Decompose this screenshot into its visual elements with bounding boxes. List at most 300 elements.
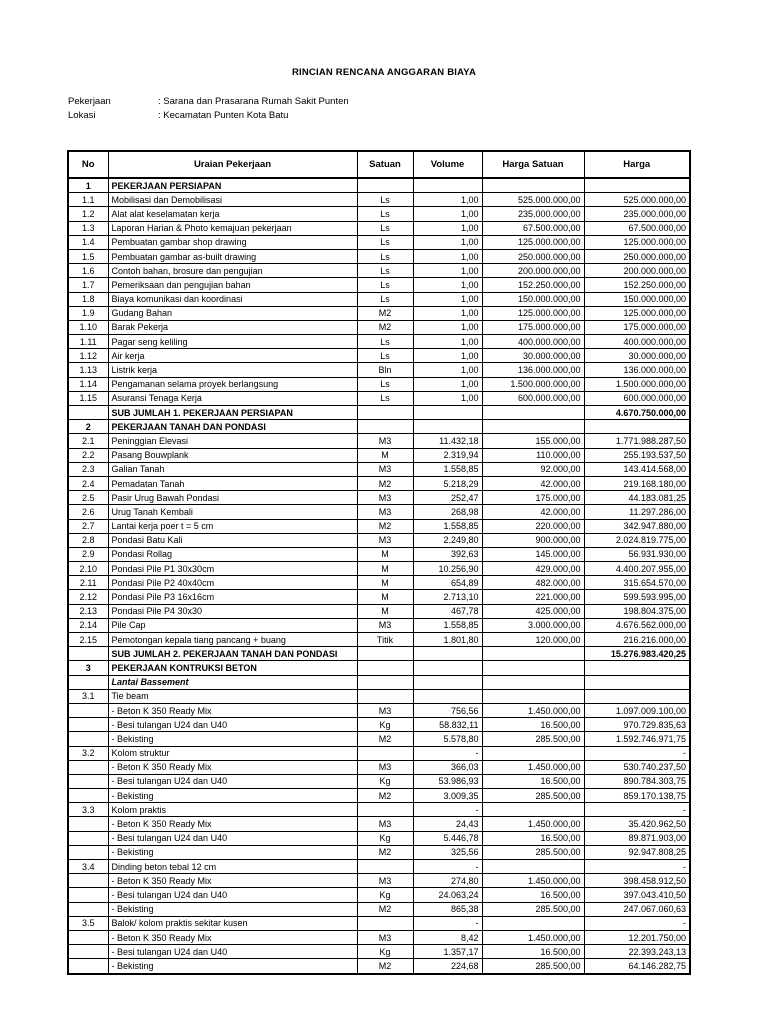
row-unit: M3 — [357, 874, 413, 888]
row-no: 1.5 — [68, 249, 108, 263]
row-volume: 11.432,18 — [413, 434, 482, 448]
table-row — [68, 462, 690, 476]
row-no: 2.5 — [68, 491, 108, 505]
row-unit: Ls — [357, 207, 413, 221]
row-no: 2.10 — [68, 562, 108, 576]
row-description: Barak Pekerja — [108, 320, 357, 334]
row-unit-price: 425.000,00 — [482, 604, 584, 618]
row-unit-price: 1.450.000,00 — [482, 930, 584, 944]
row-description: Pondasi Batu Kali — [108, 533, 357, 547]
row-unit-price: 600.000.000,00 — [482, 391, 584, 405]
table-row — [68, 306, 690, 320]
row-no — [68, 675, 108, 689]
row-unit-price: 152.250.000,00 — [482, 278, 584, 292]
row-total: 152.250.000,00 — [584, 278, 690, 292]
table-row — [68, 732, 690, 746]
header-volume: Volume — [413, 151, 482, 178]
header-uraian: Uraian Pekerjaan — [108, 151, 357, 178]
row-total: 247.067.060,63 — [584, 902, 690, 916]
budget-table — [67, 150, 691, 975]
row-unit: Ls — [357, 264, 413, 278]
table-row — [68, 406, 690, 420]
row-no: 1.3 — [68, 221, 108, 235]
row-total: 4.400.207.955,00 — [584, 562, 690, 576]
row-no: 2.9 — [68, 547, 108, 561]
row-no: 3.1 — [68, 689, 108, 703]
row-unit-price: 220.000,00 — [482, 519, 584, 533]
row-volume: 756,56 — [413, 703, 482, 717]
row-unit: M3 — [357, 491, 413, 505]
row-volume — [413, 647, 482, 661]
row-no: 1 — [68, 178, 108, 193]
row-description: Urug Tanah Kembali — [108, 505, 357, 519]
table-row — [68, 661, 690, 675]
table-row — [68, 391, 690, 405]
row-volume: 1,00 — [413, 207, 482, 221]
row-no: 2.13 — [68, 604, 108, 618]
table-row — [68, 377, 690, 391]
row-unit: M3 — [357, 618, 413, 632]
row-unit: M — [357, 604, 413, 618]
row-unit — [357, 661, 413, 675]
table-row — [68, 675, 690, 689]
row-total: 2.024.819.775,00 — [584, 533, 690, 547]
row-volume: 1,00 — [413, 264, 482, 278]
row-total: 200.000.000,00 — [584, 264, 690, 278]
row-unit: M2 — [357, 306, 413, 320]
row-volume: 1,00 — [413, 335, 482, 349]
row-unit-price — [482, 916, 584, 930]
row-total: 970.729.835,63 — [584, 718, 690, 732]
table-row — [68, 491, 690, 505]
row-unit: M2 — [357, 902, 413, 916]
table-row — [68, 547, 690, 561]
row-unit-price: 145.000,00 — [482, 547, 584, 561]
table-row — [68, 845, 690, 859]
row-volume: 1.357,17 — [413, 945, 482, 959]
table-row — [68, 193, 690, 207]
lokasi-value: : Kecamatan Punten Kota Batu — [158, 110, 289, 121]
row-unit-price: 400.000.000,00 — [482, 335, 584, 349]
header-satuan: Satuan — [357, 151, 413, 178]
row-unit-price — [482, 746, 584, 760]
row-volume: 24.063,24 — [413, 888, 482, 902]
row-unit: M3 — [357, 930, 413, 944]
row-unit-price — [482, 689, 584, 703]
meta-lokasi — [68, 110, 288, 121]
row-volume: 1.558,85 — [413, 519, 482, 533]
row-volume: - — [413, 803, 482, 817]
row-unit: M2 — [357, 476, 413, 490]
row-total: 22.393.243,13 — [584, 945, 690, 959]
row-total: 56.931.930,00 — [584, 547, 690, 561]
row-description: Kolom praktis — [108, 803, 357, 817]
table-row — [68, 760, 690, 774]
row-unit-price — [482, 675, 584, 689]
table-row — [68, 874, 690, 888]
row-description: Pembuatan gambar shop drawing — [108, 235, 357, 249]
row-description: Lantai kerja poer t = 5 cm — [108, 519, 357, 533]
row-total — [584, 675, 690, 689]
table-row — [68, 930, 690, 944]
table-row — [68, 703, 690, 717]
table-row — [68, 533, 690, 547]
row-description: - Bekisting — [108, 789, 357, 803]
row-total: - — [584, 916, 690, 930]
row-volume: 24,43 — [413, 817, 482, 831]
header-no: No — [68, 151, 108, 178]
row-no: 1.4 — [68, 235, 108, 249]
row-unit: Ls — [357, 235, 413, 249]
row-volume: 1.558,85 — [413, 462, 482, 476]
row-unit: Kg — [357, 888, 413, 902]
table-row — [68, 207, 690, 221]
row-description: Mobilisasi dan Demobilisasi — [108, 193, 357, 207]
row-total — [584, 689, 690, 703]
row-volume: 1,00 — [413, 193, 482, 207]
row-total: 125.000.000,00 — [584, 235, 690, 249]
row-unit-price — [482, 661, 584, 675]
row-unit-price: 16.500,00 — [482, 888, 584, 902]
row-no — [68, 945, 108, 959]
row-unit: M — [357, 576, 413, 590]
row-description: Laporan Harian & Photo kemajuan pekerjaan — [108, 221, 357, 235]
row-unit-price: 30.000.000,00 — [482, 349, 584, 363]
table-row — [68, 647, 690, 661]
row-unit-price: 155.000,00 — [482, 434, 584, 448]
row-volume: 5.446,78 — [413, 831, 482, 845]
table-row — [68, 278, 690, 292]
pekerjaan-value: : Sarana dan Prasarana Rumah Sakit Punten — [158, 96, 349, 107]
row-no: 1.15 — [68, 391, 108, 405]
row-description: - Bekisting — [108, 845, 357, 859]
row-volume: 1,00 — [413, 363, 482, 377]
row-unit: M3 — [357, 462, 413, 476]
row-total: 400.000.000,00 — [584, 335, 690, 349]
row-volume: 1,00 — [413, 249, 482, 263]
row-unit-price: 120.000,00 — [482, 633, 584, 647]
row-unit — [357, 803, 413, 817]
row-description: - Beton K 350 Ready Mix — [108, 703, 357, 717]
row-unit-price: 125.000.000,00 — [482, 306, 584, 320]
row-no — [68, 845, 108, 859]
row-total: 315.654.570,00 — [584, 576, 690, 590]
row-unit — [357, 746, 413, 760]
row-total: 890.784.303,75 — [584, 774, 690, 788]
row-volume: 392,63 — [413, 547, 482, 561]
document-title: RINCIAN RENCANA ANGGARAN BIAYA — [291, 67, 477, 78]
row-total: 67.500.000,00 — [584, 221, 690, 235]
table-header-row — [68, 151, 690, 178]
row-description: - Besi tulangan U24 dan U40 — [108, 945, 357, 959]
row-total: 44.183.081,25 — [584, 491, 690, 505]
row-no: 2.8 — [68, 533, 108, 547]
row-description: - Beton K 350 Ready Mix — [108, 760, 357, 774]
row-total: 175.000.000,00 — [584, 320, 690, 334]
row-description: Contoh bahan, brosure dan pengujian — [108, 264, 357, 278]
row-unit-price: 482.000,00 — [482, 576, 584, 590]
row-unit: Ls — [357, 377, 413, 391]
row-unit — [357, 178, 413, 193]
row-volume: 1,00 — [413, 320, 482, 334]
row-no: 2.6 — [68, 505, 108, 519]
row-volume: 1,00 — [413, 306, 482, 320]
row-total: 150.000.000,00 — [584, 292, 690, 306]
row-unit: Ls — [357, 335, 413, 349]
row-unit: Ls — [357, 249, 413, 263]
row-unit-price: 92.000,00 — [482, 462, 584, 476]
row-unit-price: 16.500,00 — [482, 831, 584, 845]
row-no: 1.11 — [68, 335, 108, 349]
row-volume: 1,00 — [413, 377, 482, 391]
row-unit: M2 — [357, 732, 413, 746]
row-description: - Besi tulangan U24 dan U40 — [108, 888, 357, 902]
row-volume: 467,78 — [413, 604, 482, 618]
row-description: Asuransi Tenaga Kerja — [108, 391, 357, 405]
row-unit-price: 235.000.000,00 — [482, 207, 584, 221]
row-no — [68, 760, 108, 774]
row-volume — [413, 661, 482, 675]
row-unit: Ls — [357, 221, 413, 235]
row-no — [68, 930, 108, 944]
row-volume: 5.578,80 — [413, 732, 482, 746]
row-description: - Beton K 350 Ready Mix — [108, 817, 357, 831]
row-unit: Titik — [357, 633, 413, 647]
header-harga-satuan: Harga Satuan — [482, 151, 584, 178]
row-unit-price: 175.000,00 — [482, 491, 584, 505]
row-total: 398.458.912,50 — [584, 874, 690, 888]
row-no — [68, 647, 108, 661]
row-unit: M2 — [357, 845, 413, 859]
row-volume: 252,47 — [413, 491, 482, 505]
row-no: 1.7 — [68, 278, 108, 292]
row-volume — [413, 689, 482, 703]
row-unit-price: 67.500.000,00 — [482, 221, 584, 235]
row-unit: M2 — [357, 959, 413, 974]
row-unit-price: 16.500,00 — [482, 945, 584, 959]
row-unit-price: 221.000,00 — [482, 590, 584, 604]
row-total: 1.500.000.000,00 — [584, 377, 690, 391]
row-unit-price — [482, 406, 584, 420]
row-description: Galian Tanah — [108, 462, 357, 476]
table-row — [68, 590, 690, 604]
row-volume: 366,03 — [413, 760, 482, 774]
row-volume: 5.218,29 — [413, 476, 482, 490]
row-total: 1.771.988.287,50 — [584, 434, 690, 448]
row-unit — [357, 916, 413, 930]
row-no: 1.2 — [68, 207, 108, 221]
row-description: Pasir Urug Bawah Pondasi — [108, 491, 357, 505]
row-unit: M — [357, 547, 413, 561]
row-description: Lantai Bassement — [108, 675, 357, 689]
row-total: 11.297.286,00 — [584, 505, 690, 519]
row-volume: 268,98 — [413, 505, 482, 519]
row-no — [68, 902, 108, 916]
row-volume: - — [413, 746, 482, 760]
row-description: Pagar seng keliling — [108, 335, 357, 349]
row-volume: 1,00 — [413, 278, 482, 292]
row-no: 1.10 — [68, 320, 108, 334]
row-no: 2.4 — [68, 476, 108, 490]
row-volume: 1,00 — [413, 349, 482, 363]
row-no: 1.14 — [68, 377, 108, 391]
row-no — [68, 406, 108, 420]
row-unit-price: 3.000.000,00 — [482, 618, 584, 632]
row-unit: M — [357, 590, 413, 604]
row-unit: M3 — [357, 760, 413, 774]
row-volume — [413, 420, 482, 434]
pekerjaan-label: Pekerjaan — [68, 96, 111, 107]
row-unit-price: 285.500,00 — [482, 845, 584, 859]
table-row — [68, 349, 690, 363]
row-total: 4.670.750.000,00 — [584, 406, 690, 420]
row-volume — [413, 675, 482, 689]
table-row — [68, 476, 690, 490]
table-row — [68, 604, 690, 618]
row-unit-price: 150.000.000,00 — [482, 292, 584, 306]
row-no — [68, 703, 108, 717]
row-total: 1.592.746.971,75 — [584, 732, 690, 746]
row-description: - Bekisting — [108, 902, 357, 916]
row-volume: - — [413, 916, 482, 930]
row-description: Dinding beton tebal 12 cm — [108, 860, 357, 874]
row-total: 216.216.000,00 — [584, 633, 690, 647]
row-description: Pasang Bouwplank — [108, 448, 357, 462]
row-volume: 3.009,35 — [413, 789, 482, 803]
row-description: PEKERJAAN KONTRUKSI BETON — [108, 661, 357, 675]
row-total: 859.170.138,75 — [584, 789, 690, 803]
row-total: 219.168.180,00 — [584, 476, 690, 490]
table-row — [68, 264, 690, 278]
table-row — [68, 746, 690, 760]
row-description: Air kerja — [108, 349, 357, 363]
table-row — [68, 902, 690, 916]
table-row — [68, 562, 690, 576]
row-volume: 274,80 — [413, 874, 482, 888]
lokasi-label: Lokasi — [68, 110, 96, 121]
row-unit-price: 285.500,00 — [482, 732, 584, 746]
row-total: 143.414.568,00 — [584, 462, 690, 476]
row-no: 2.7 — [68, 519, 108, 533]
row-total: - — [584, 803, 690, 817]
table-row — [68, 817, 690, 831]
row-unit: Ls — [357, 292, 413, 306]
row-unit-price: 42.000,00 — [482, 476, 584, 490]
row-unit-price: 110.000,00 — [482, 448, 584, 462]
row-unit-price: 200.000.000,00 — [482, 264, 584, 278]
row-description: Pemotongan kepala tiang pancang + buang — [108, 633, 357, 647]
table-row — [68, 434, 690, 448]
row-no: 2.3 — [68, 462, 108, 476]
table-row — [68, 945, 690, 959]
row-description: Pondasi Pile P3 16x16cm — [108, 590, 357, 604]
row-description: Pengamanan selama proyek berlangsung — [108, 377, 357, 391]
row-description: Tie beam — [108, 689, 357, 703]
row-unit: Ls — [357, 391, 413, 405]
row-unit: M2 — [357, 789, 413, 803]
row-total: 64.146.282,75 — [584, 959, 690, 974]
row-no: 1.1 — [68, 193, 108, 207]
row-volume — [413, 178, 482, 193]
row-unit: M3 — [357, 817, 413, 831]
row-description: - Beton K 350 Ready Mix — [108, 930, 357, 944]
row-description: - Bekisting — [108, 732, 357, 746]
row-description: Biaya komunikasi dan koordinasi — [108, 292, 357, 306]
row-unit-price: 1.450.000,00 — [482, 817, 584, 831]
row-total: 12.201.750,00 — [584, 930, 690, 944]
row-description: Pembuatan gambar as-built drawing — [108, 249, 357, 263]
row-description: Pondasi Pile P1 30x30cm — [108, 562, 357, 576]
row-total: 4.676.562.000,00 — [584, 618, 690, 632]
header-harga: Harga — [584, 151, 690, 178]
row-volume: 2.249,80 — [413, 533, 482, 547]
row-no: 2.11 — [68, 576, 108, 590]
row-no — [68, 774, 108, 788]
row-volume: 224,68 — [413, 959, 482, 974]
table-row — [68, 292, 690, 306]
row-unit — [357, 406, 413, 420]
row-no: 2.14 — [68, 618, 108, 632]
row-unit: Kg — [357, 718, 413, 732]
row-total: 235.000.000,00 — [584, 207, 690, 221]
row-unit-price: 125.000.000,00 — [482, 235, 584, 249]
table-row — [68, 221, 690, 235]
row-volume — [413, 406, 482, 420]
row-no: 3.3 — [68, 803, 108, 817]
row-no — [68, 732, 108, 746]
row-total: 255.193.537,50 — [584, 448, 690, 462]
row-description: Pile Cap — [108, 618, 357, 632]
row-description: Gudang Bahan — [108, 306, 357, 320]
row-total: 30.000.000,00 — [584, 349, 690, 363]
row-unit: M — [357, 562, 413, 576]
row-no: 1.8 — [68, 292, 108, 306]
row-no: 2.12 — [68, 590, 108, 604]
row-unit-price: 250.000.000,00 — [482, 249, 584, 263]
table-row — [68, 774, 690, 788]
row-no: 3.4 — [68, 860, 108, 874]
table-row — [68, 320, 690, 334]
row-unit-price: 525.000.000,00 — [482, 193, 584, 207]
row-total: 250.000.000,00 — [584, 249, 690, 263]
row-unit-price: 1.450.000,00 — [482, 874, 584, 888]
row-unit: Kg — [357, 831, 413, 845]
row-description: Pemadatan Tanah — [108, 476, 357, 490]
row-description: Pondasi Pile P2 40x40cm — [108, 576, 357, 590]
row-no: 2.1 — [68, 434, 108, 448]
row-description: PEKERJAAN TANAH DAN PONDASI — [108, 420, 357, 434]
table-row — [68, 178, 690, 193]
row-unit: Kg — [357, 774, 413, 788]
row-volume: 325,56 — [413, 845, 482, 859]
row-unit — [357, 689, 413, 703]
row-total — [584, 420, 690, 434]
row-no — [68, 888, 108, 902]
row-unit-price: 16.500,00 — [482, 718, 584, 732]
table-row — [68, 959, 690, 974]
table-row — [68, 916, 690, 930]
row-total: 35.420.962,50 — [584, 817, 690, 831]
row-description: - Besi tulangan U24 dan U40 — [108, 718, 357, 732]
row-unit: M3 — [357, 505, 413, 519]
row-unit: M — [357, 448, 413, 462]
row-total: 136.000.000,00 — [584, 363, 690, 377]
row-unit-price: 900.000,00 — [482, 533, 584, 547]
row-volume: 10.256,90 — [413, 562, 482, 576]
row-total: 15.276.983.420,25 — [584, 647, 690, 661]
row-total — [584, 661, 690, 675]
table-row — [68, 888, 690, 902]
